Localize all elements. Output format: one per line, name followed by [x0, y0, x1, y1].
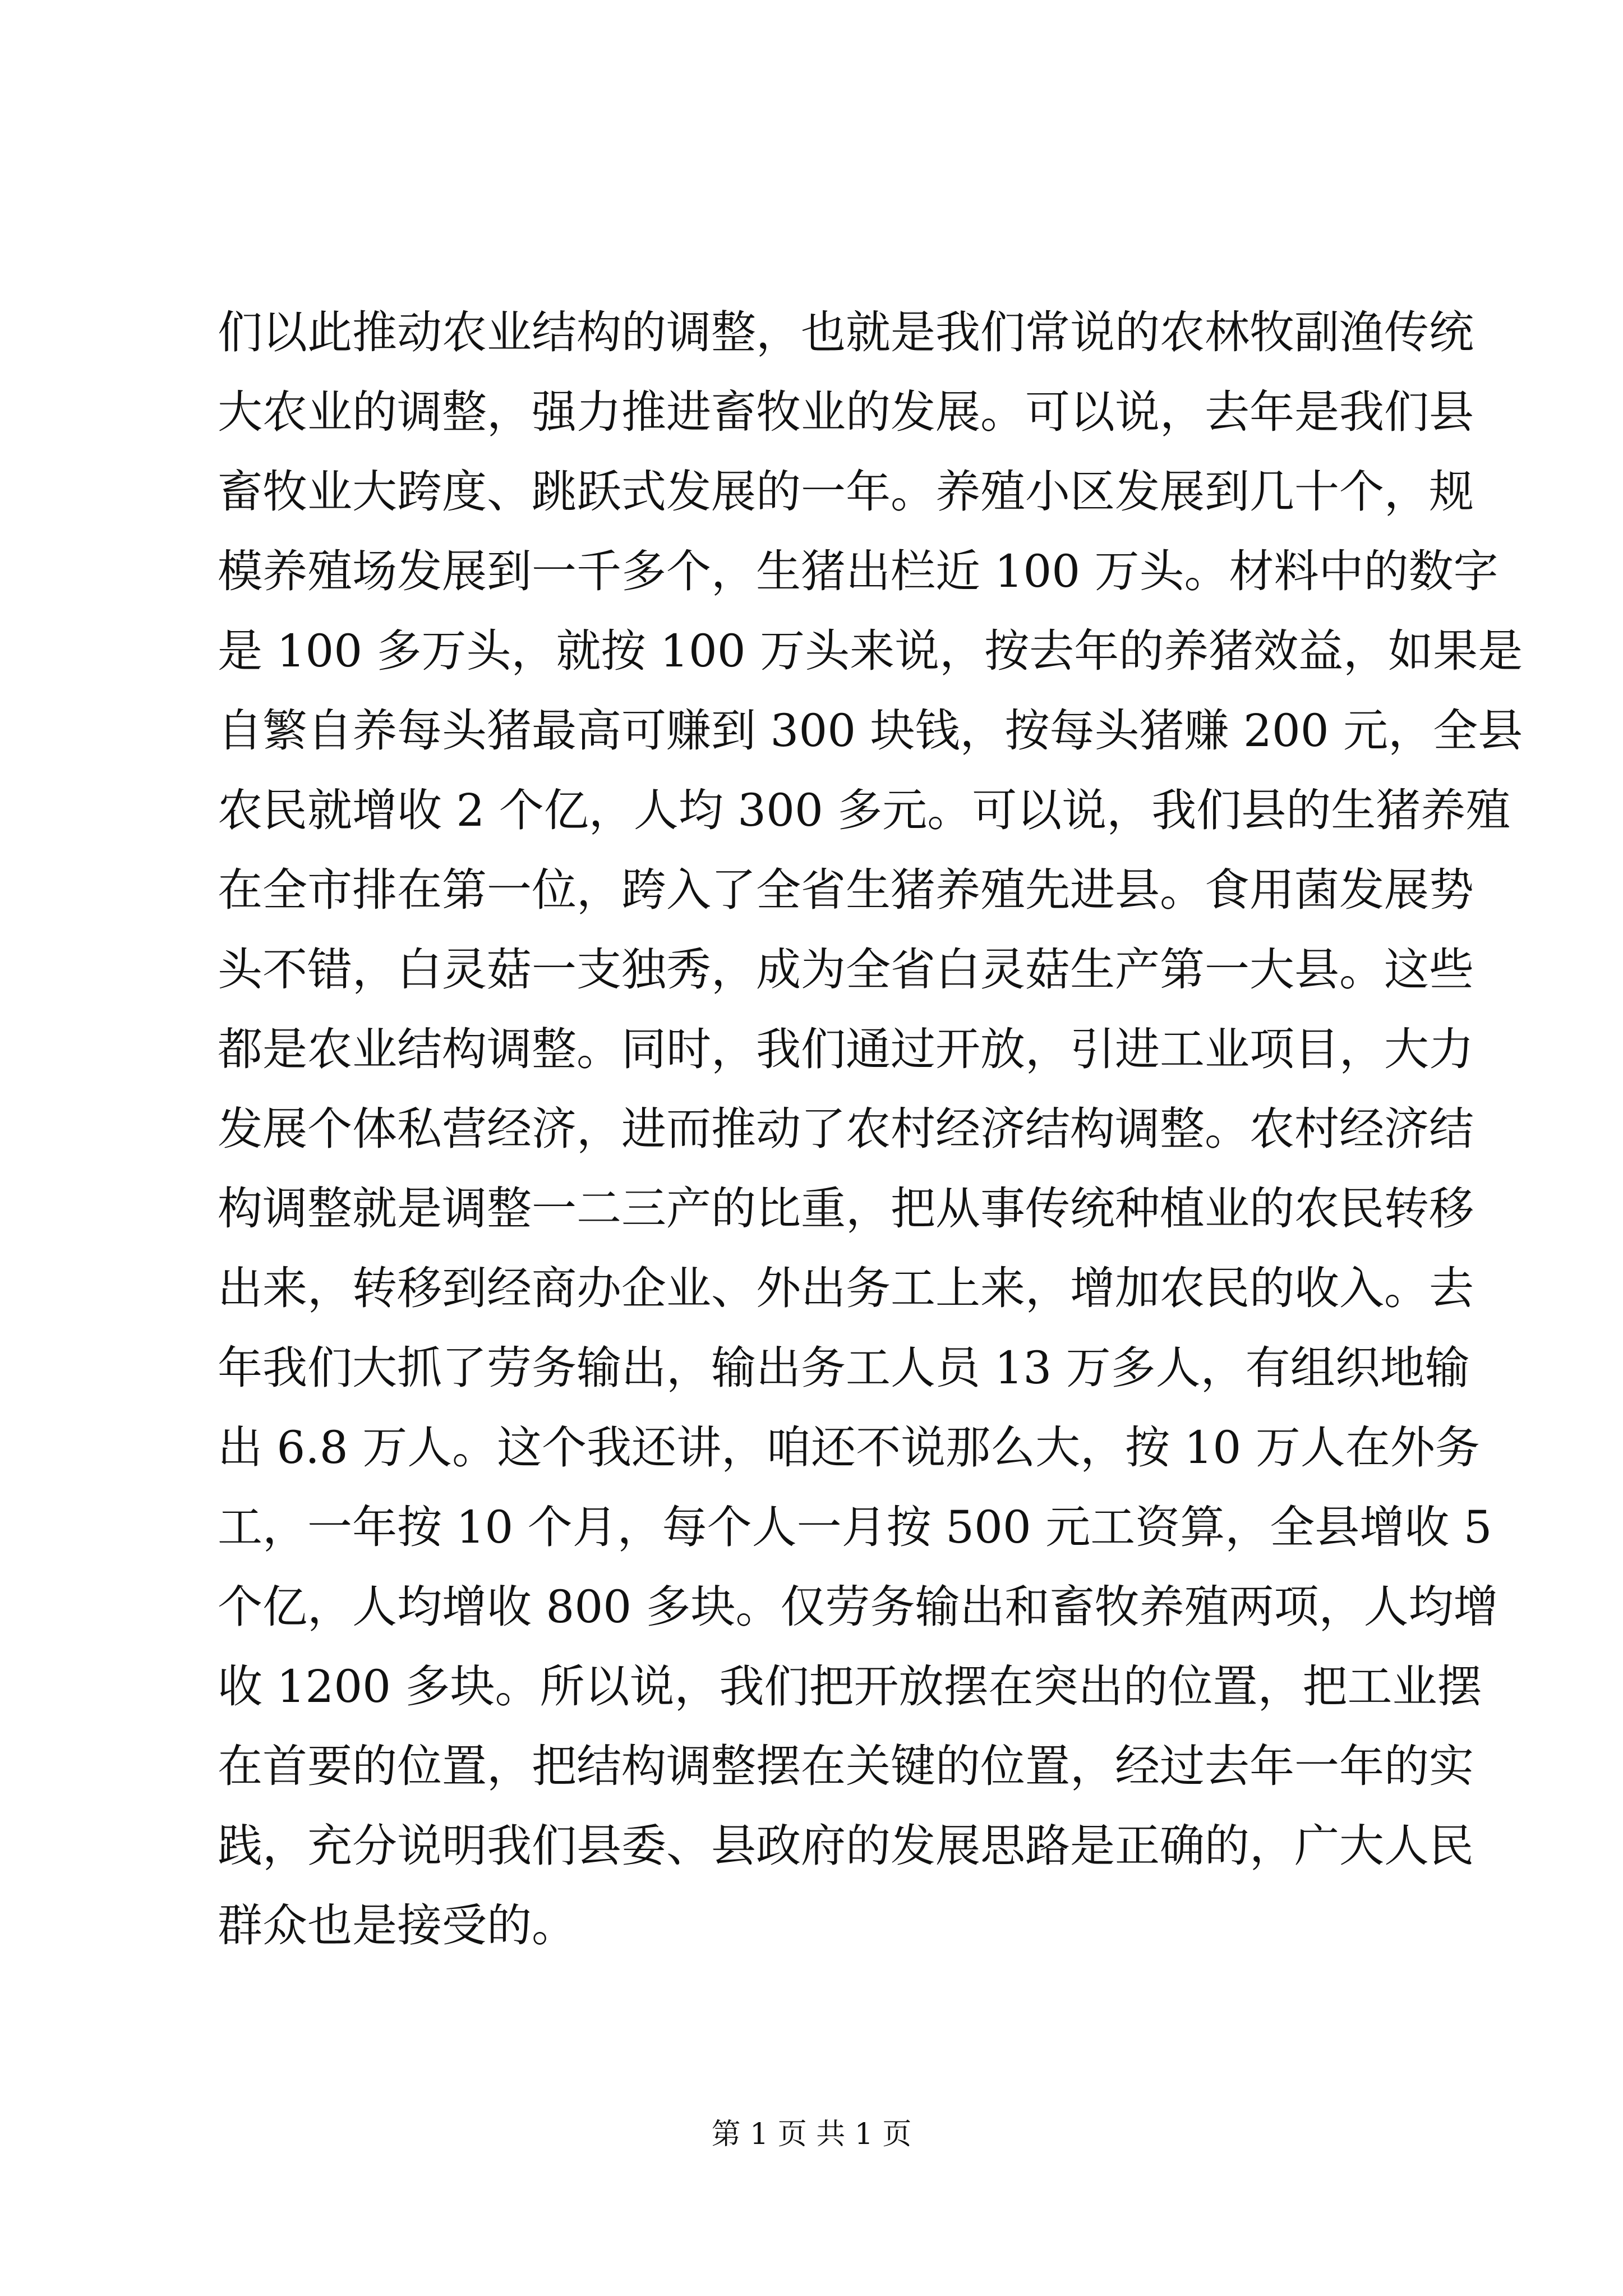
text-line-11: 发展个体私营经济，进而推动了农村经济结构调整。农村经济结 — [218, 1103, 1474, 1155]
text-line-16: 工，一年按 10 个月，每个人一月按 500 元工资算，全县增收 5 — [218, 1501, 1492, 1553]
text-line-7: 农民就增收 2 个亿，人均 300 多元。可以说，我们县的生猪养殖 — [218, 784, 1511, 836]
text-line-9: 头不错，白灵菇一支独秀，成为全省白灵菇生产第一大县。这些 — [218, 944, 1474, 996]
body-paragraph — [218, 293, 1523, 1966]
page-number-footer: 第 1 页 共 1 页 — [711, 2118, 912, 2151]
text-line-3: 畜牧业大跨度、跳跃式发展的一年。养殖小区发展到几十个，规 — [218, 466, 1474, 518]
text-line-6: 自繁自养每头猪最高可赚到 300 块钱，按每头猪赚 200 元，全县 — [218, 705, 1523, 757]
text-line-8: 在全市排在第一位，跨入了全省生猪养殖先进县。食用菌发展势 — [218, 864, 1474, 916]
text-line-5: 是 100 多万头，就按 100 万头来说，按去年的养猪效益，如果是 — [218, 625, 1523, 677]
text-line-12: 构调整就是调整一二三产的比重，把从事传统种植业的农民转移 — [218, 1182, 1474, 1235]
text-line-1: 们以此推动农业结构的调整，也就是我们常说的农林牧副渔传统 — [218, 306, 1474, 358]
text-line-13: 出来，转移到经商办企业、外出务工上来，增加农民的收入。去 — [218, 1262, 1474, 1314]
text-line-21: 群众也是接受的。 — [218, 1899, 577, 1952]
text-line-19: 在首要的位置，把结构调整摆在关键的位置，经过去年一年的实 — [218, 1740, 1474, 1792]
text-line-17: 个亿，人均增收 800 多块。仅劳务输出和畜牧养殖两项，人均增 — [218, 1581, 1498, 1633]
text-line-14: 年我们大抓了劳务输出，输出务工人员 13 万多人，有组织地输 — [218, 1342, 1470, 1394]
text-line-15: 出 6.8 万人。这个我还讲，咱还不说那么大，按 10 万人在外务 — [218, 1421, 1480, 1474]
text-line-2: 大农业的调整，强力推进畜牧业的发展。可以说，去年是我们县 — [218, 386, 1474, 438]
text-line-4: 模养殖场发展到一千多个，生猪出栏近 100 万头。材料中的数字 — [218, 545, 1498, 597]
text-line-18: 收 1200 多块。所以说，我们把开放摆在突出的位置，把工业摆 — [218, 1660, 1482, 1713]
text-line-20: 践，充分说明我们县委、县政府的发展思路是正确的，广大人民 — [218, 1820, 1474, 1872]
text-line-10: 都是农业结构调整。同时，我们通过开放，引进工业项目，大力 — [218, 1023, 1474, 1075]
